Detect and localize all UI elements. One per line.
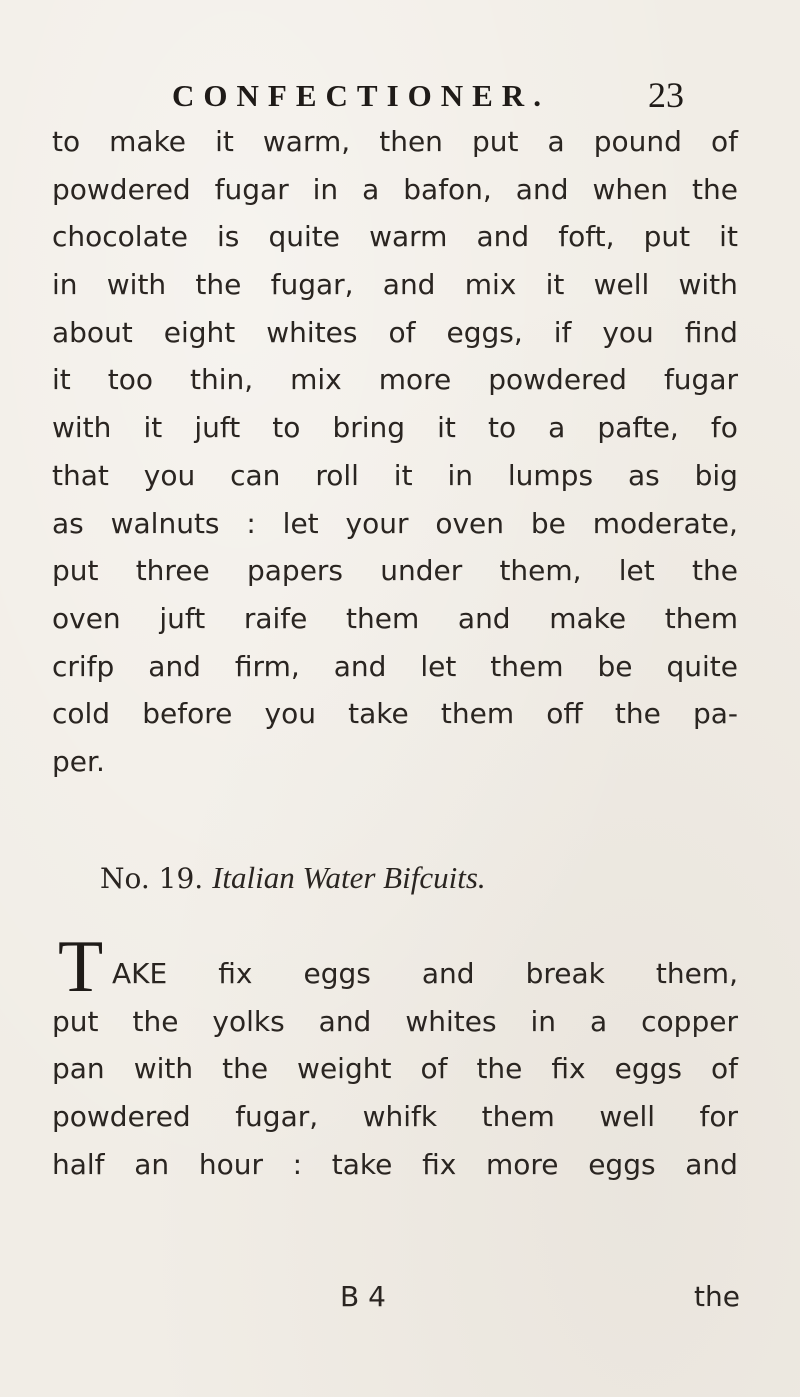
recipe-number: No. 19. xyxy=(100,862,204,895)
text-line: as walnuts : let your oven be moderate, xyxy=(52,506,738,540)
text-line: about eight whites of eggs, if you find xyxy=(52,315,738,349)
running-head xyxy=(172,72,692,122)
text-line: in with the fugar, and mix it well with xyxy=(52,268,738,302)
text-line: half an hour : take fix more eggs and xyxy=(52,1147,738,1181)
signature-mark: B 4 xyxy=(340,1280,386,1313)
text-line: put the yolks and whites in a copper xyxy=(52,1004,738,1038)
text-line: per. xyxy=(52,744,105,778)
text-line: pan with the weight of the fix eggs of xyxy=(52,1052,738,1086)
running-head-title: CONFECTIONER. xyxy=(172,78,550,113)
page-footer xyxy=(340,1280,740,1320)
page-number: 23 xyxy=(648,75,684,115)
text-line: chocolate is quite warm and foft, put it xyxy=(52,220,738,254)
recipe-heading xyxy=(100,860,486,896)
recipe-title: Italian Water Bifcuits. xyxy=(212,860,486,895)
drop-cap: T xyxy=(58,926,104,1008)
paragraph-chocolate-recipe xyxy=(52,118,738,786)
text-line: it too thin, mix more powdered fugar xyxy=(52,363,738,397)
text-line: with it juft to bring it to a pafte, fo xyxy=(52,411,738,445)
text-line: put three papers under them, let the xyxy=(52,554,738,588)
text-line: that you can roll it in lumps as big xyxy=(52,458,738,492)
paragraph-water-biscuits xyxy=(52,950,738,1188)
text-line: powdered fugar, whifk them well for xyxy=(52,1100,738,1134)
text-line: powdered fugar in a bafon, and when the xyxy=(52,172,738,206)
text-line: to make it warm, then put a pound of xyxy=(52,125,738,158)
text-line: crifp and firm, and let them be quite xyxy=(52,649,738,683)
catchword: the xyxy=(694,1280,740,1313)
text-line: AKE fix eggs and break them, xyxy=(112,957,738,990)
text-line: cold before you take them off the pa- xyxy=(52,697,738,731)
text-line: oven juft raife them and make them xyxy=(52,601,738,635)
